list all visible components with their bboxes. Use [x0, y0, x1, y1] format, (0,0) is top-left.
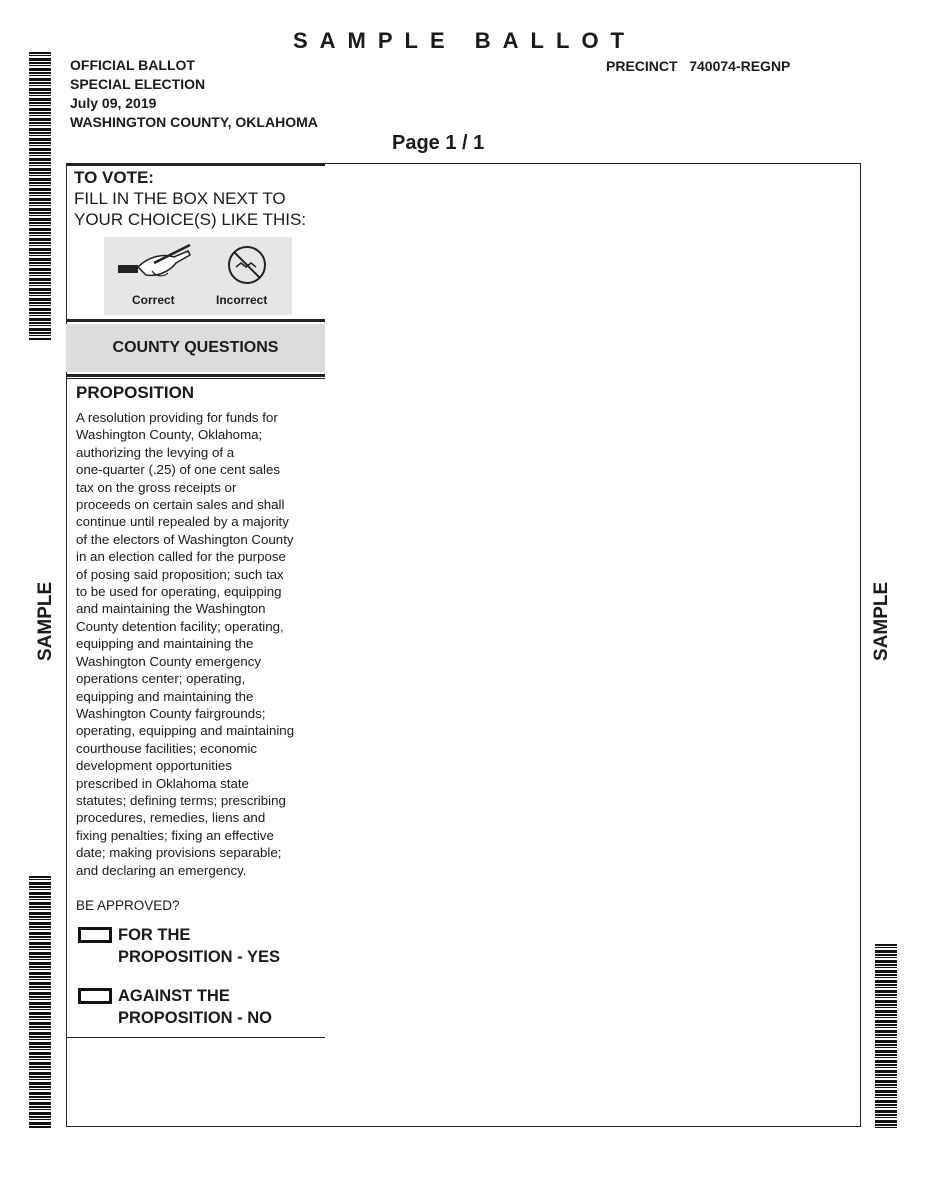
- divider: [66, 319, 325, 322]
- instructions-line: FILL IN THE BOX NEXT TO: [74, 189, 286, 208]
- divider: [66, 374, 325, 377]
- option-no[interactable]: [78, 985, 272, 1029]
- option-no-label: AGAINST THE PROPOSITION - NO: [118, 987, 273, 1027]
- page-number: Page 1 / 1: [392, 132, 485, 154]
- incorrect-label: Incorrect: [216, 293, 268, 307]
- correct-label: Correct: [132, 293, 175, 307]
- proposition-question: BE APPROVED?: [76, 898, 180, 913]
- vote-box-no[interactable]: [78, 988, 112, 1004]
- instructions-heading: TO VOTE:: [74, 168, 154, 187]
- ballot-title: SAMPLE BALLOT: [293, 28, 636, 53]
- precinct-label: PRECINCT: [606, 58, 678, 74]
- barcode-right-bottom: [875, 944, 897, 1128]
- precinct: [606, 58, 790, 74]
- option-yes[interactable]: [78, 924, 280, 968]
- sample-label-left: SAMPLE: [35, 581, 56, 661]
- divider: [66, 1037, 325, 1038]
- option-yes-label: FOR THE PROPOSITION - YES: [118, 926, 280, 966]
- instructions-line: YOUR CHOICE(S) LIKE THIS:: [74, 210, 307, 229]
- precinct-value: 740074-REGNP: [689, 58, 791, 74]
- ballot-header-info: [70, 56, 318, 132]
- vote-box-yes[interactable]: [78, 927, 112, 943]
- county-name: WASHINGTON COUNTY, OKLAHOMA: [70, 114, 318, 130]
- barcode-left-bottom: [29, 876, 51, 1128]
- incorrect-mark-icon: [222, 243, 272, 287]
- ballot-type: OFFICIAL BALLOT: [70, 57, 195, 73]
- divider: [66, 378, 325, 379]
- proposition-title: PROPOSITION: [76, 383, 195, 402]
- divider: [66, 163, 325, 166]
- voting-instructions: [74, 167, 306, 230]
- proposition-text: A resolution providing for funds for Washington County, Oklahoma; authorizing the levying of a one-quarter (.25) of one cent sales tax on the gross receipts or proceeds on certain sales and shall continue until repealed by a majority of the electors of Washington County in an election called for the purpose of posing said proposition; such tax to be used for operating, equipping and maintaining the Washington County detention facility; operating, equipping and maintaining the Washington County emergency operations center; operating, equipping and maintaining the Washington County fairgrounds; operating, equipping and maintaining courthouse facilities; economic development opportunities prescribed in Oklahoma state statutes; defining terms; prescribing procedures, remedies, liens and fixing penalties; fixing an effective date; making provisions separable; and declaring an emergency.: [76, 410, 295, 878]
- marking-example: [104, 237, 292, 315]
- pen-hand-icon: [112, 241, 198, 291]
- election-date: July 09, 2019: [70, 95, 157, 111]
- sample-label-right: SAMPLE: [871, 581, 892, 661]
- section-header: COUNTY QUESTIONS: [66, 324, 325, 372]
- election-type: SPECIAL ELECTION: [70, 76, 206, 92]
- barcode-left-top: [29, 52, 51, 340]
